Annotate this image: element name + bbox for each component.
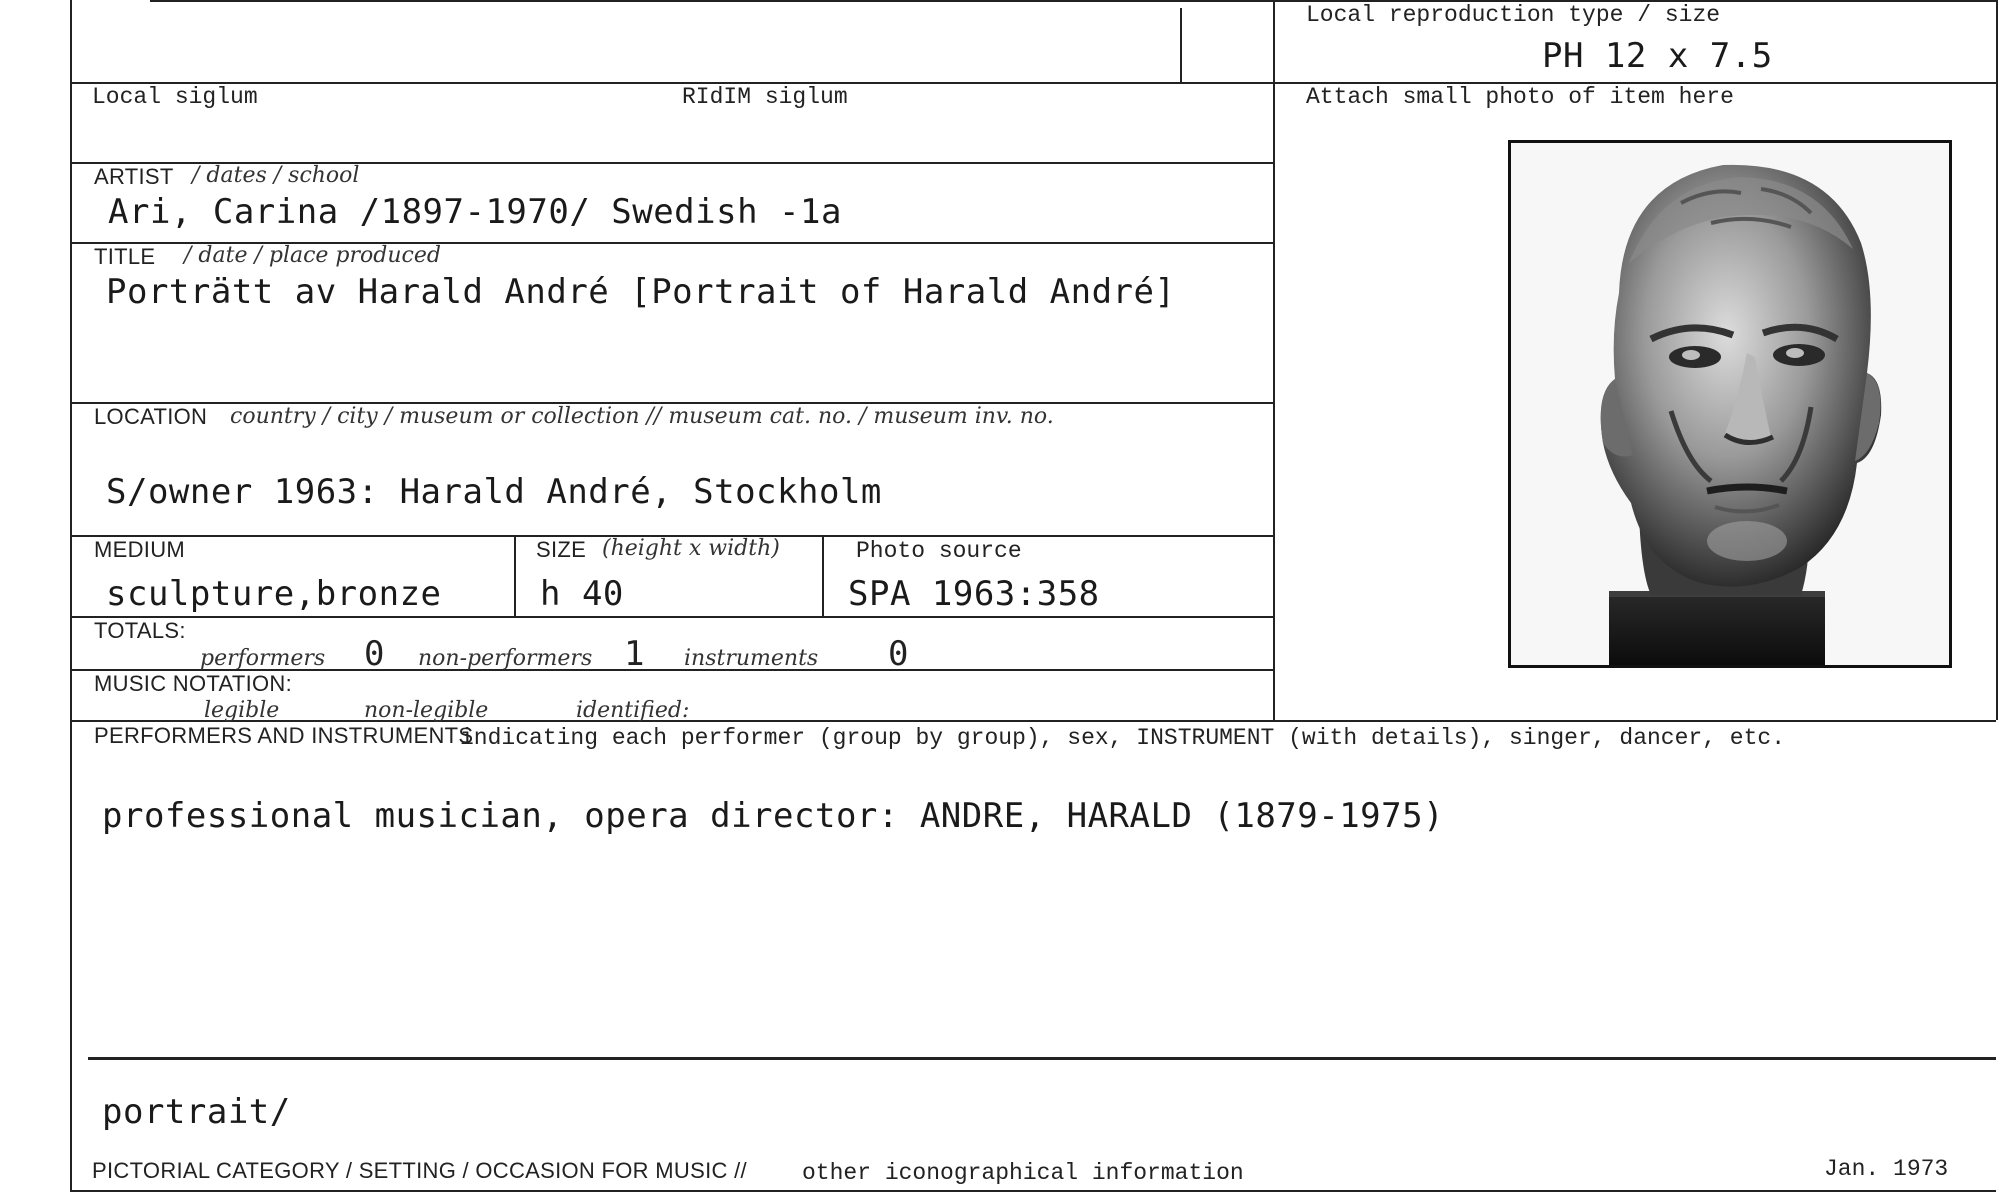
notation-legible: legible xyxy=(204,698,280,723)
notation-non-legible: non-legible xyxy=(364,698,489,723)
medium-label: MEDIUM xyxy=(94,537,186,562)
artist-value: Ari, Carina /1897-1970/ Swedish -1a xyxy=(108,192,842,232)
size-label: SIZE xyxy=(536,537,587,562)
location-label: LOCATION xyxy=(94,404,208,429)
size-sublabel: (height x width) xyxy=(602,536,780,561)
performers-count-value: 0 xyxy=(364,634,385,674)
artist-sublabel: / dates / school xyxy=(192,163,360,188)
photo-source-label: Photo source xyxy=(856,538,1022,564)
instruments-count-value: 0 xyxy=(888,634,909,674)
category-value: portrait/ xyxy=(102,1092,291,1132)
repro-type-value: PH 12 x 7.5 xyxy=(1542,36,1773,76)
title-value: Porträtt av Harald André [Portrait of Harald André] xyxy=(106,272,1176,312)
card-date: Jan. 1973 xyxy=(1824,1156,1949,1182)
music-notation-label: MUSIC NOTATION: xyxy=(94,671,293,696)
non-performers-count-label: non-performers xyxy=(418,646,593,671)
totals-rule xyxy=(70,616,1273,618)
non-performers-count-value: 1 xyxy=(624,634,645,674)
top-box-divider xyxy=(1180,8,1182,82)
instruments-count-label: instruments xyxy=(684,646,819,671)
size-value: h 40 xyxy=(540,574,624,614)
performers-value: professional musician, opera director: ANDRE, HARALD (1879-1975) xyxy=(102,796,1445,836)
bottom-section-rule xyxy=(88,1057,1996,1060)
performers-sublabel: indicating each performer (group by group), sex, INSTRUMENT (with details), singer, dancer, etc. xyxy=(460,725,1786,751)
card-right-border xyxy=(1996,0,1998,720)
performers-label: PERFORMERS AND INSTRUMENTS xyxy=(94,723,474,748)
card-left-border xyxy=(70,0,72,1192)
notation-identified: identified: xyxy=(576,698,690,723)
ridim-siglum-label: RIdIM siglum xyxy=(682,84,848,110)
medium-value: sculpture,bronze xyxy=(106,574,442,614)
location-sublabel: country / city / museum or collection // museum cat. no. / museum inv. no. xyxy=(230,404,1054,429)
column-divider xyxy=(1273,0,1275,722)
local-siglum-label: Local siglum xyxy=(92,84,258,110)
location-value: S/owner 1963: Harald André, Stockholm xyxy=(106,472,882,512)
performers-count-label: performers xyxy=(200,646,326,671)
title-label: TITLE xyxy=(94,244,156,269)
category-label: PICTORIAL CATEGORY / SETTING / OCCASION FOR MUSIC // xyxy=(92,1158,747,1183)
bronze-bust-photo-icon xyxy=(1511,143,1949,665)
performers-rule xyxy=(70,720,1996,722)
medium-size-divider xyxy=(514,535,516,617)
photo-source-value: SPA 1963:358 xyxy=(848,574,1100,614)
size-photo-divider xyxy=(822,535,824,617)
totals-label: TOTALS: xyxy=(94,618,186,643)
repro-type-label: Local reproduction type / size xyxy=(1306,2,1721,28)
category-sublabel: other iconographical information xyxy=(802,1160,1244,1186)
photo-attach-label: Attach small photo of item here xyxy=(1306,84,1734,110)
item-photo xyxy=(1508,140,1952,668)
artist-label: ARTIST xyxy=(94,164,174,189)
title-sublabel: / date / place produced xyxy=(184,243,441,268)
